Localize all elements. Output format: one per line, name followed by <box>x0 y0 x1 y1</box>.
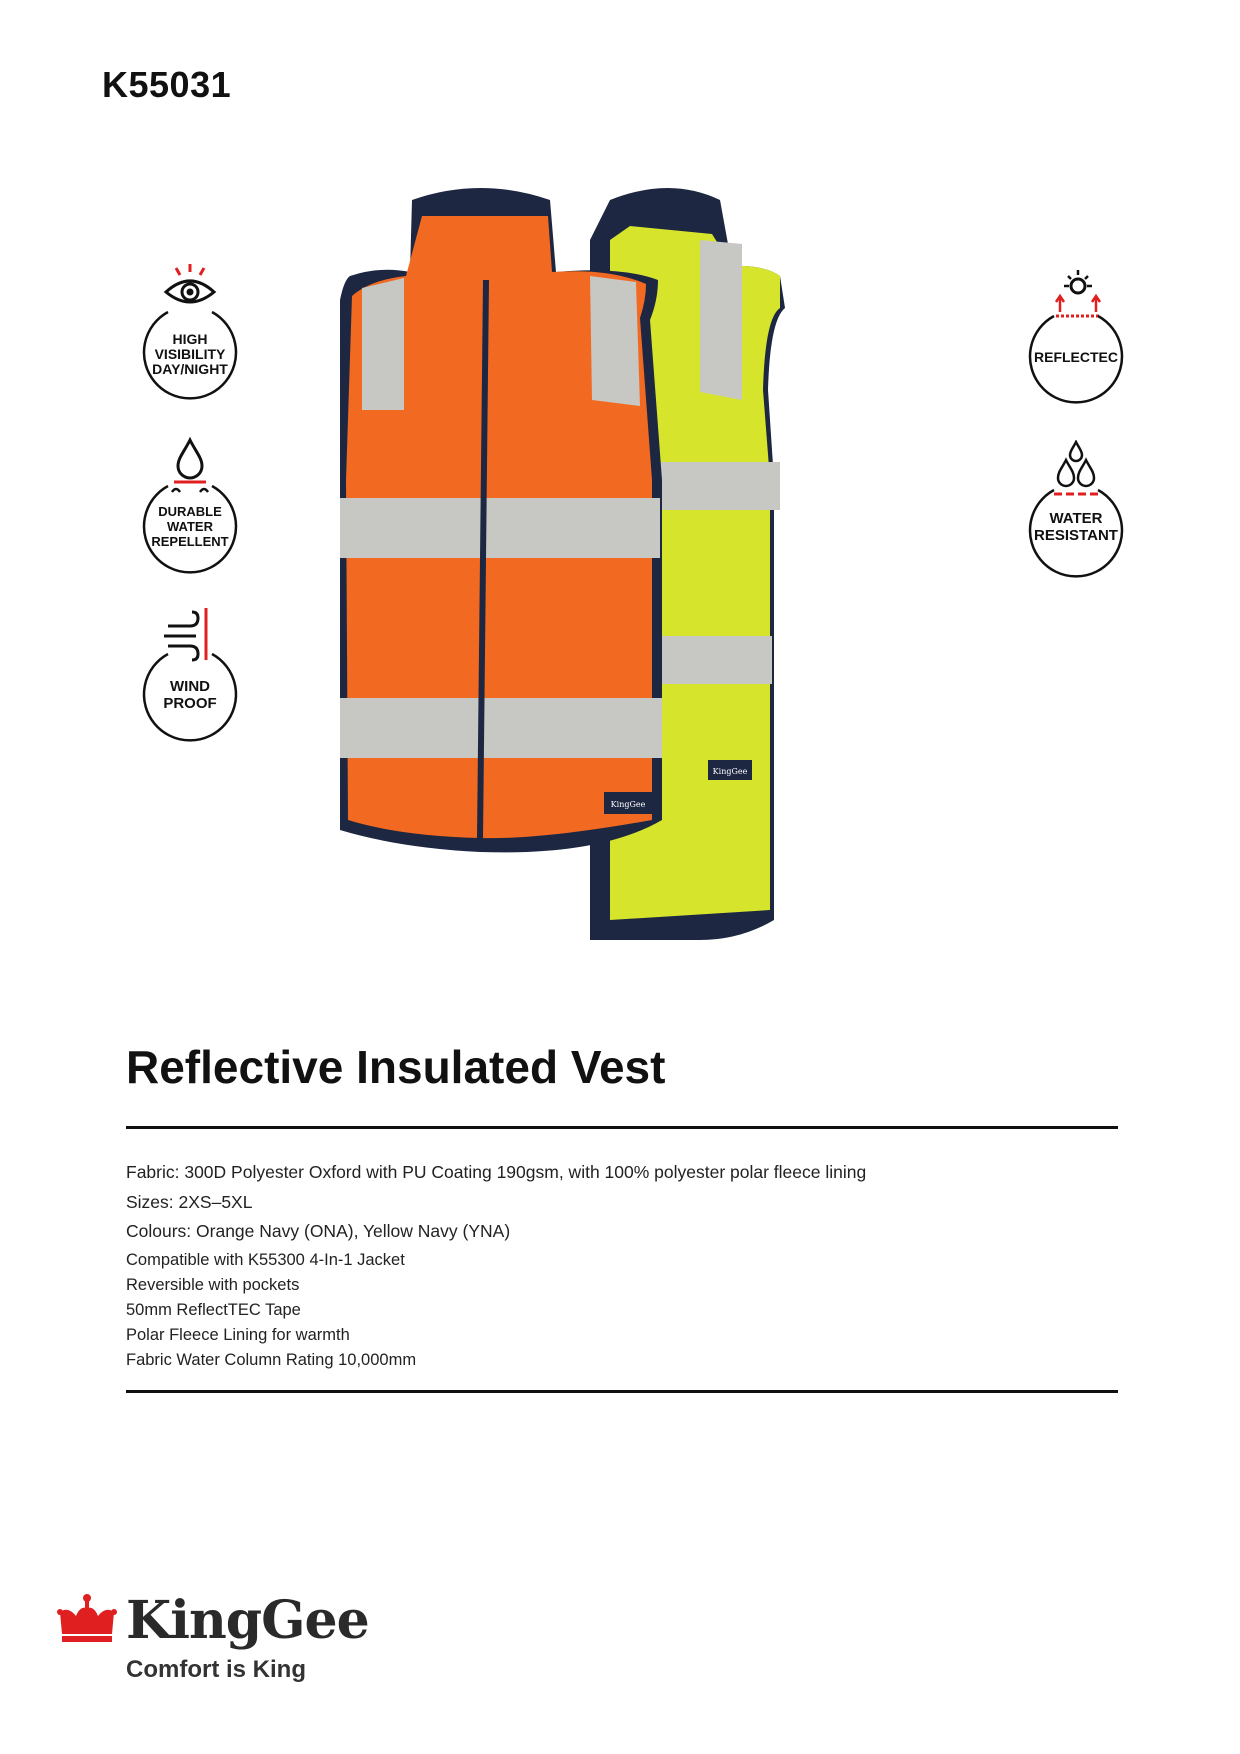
product-title: Reflective Insulated Vest <box>126 1041 666 1093</box>
badge-label: WATER RESISTANT <box>1034 510 1118 544</box>
feature-item: Compatible with K55300 4-In-1 Jacket <box>126 1251 405 1269</box>
badge-high-visibility <box>138 262 248 412</box>
spec-colours: Colours: Orange Navy (ONA), Yellow Navy (YNA) <box>126 1221 511 1241</box>
product-image <box>340 180 900 960</box>
feature-item: Polar Fleece Lining for warmth <box>126 1326 350 1344</box>
vest-tag-front: KingGee <box>610 800 646 809</box>
badge-label: HIGH VISIBILITY DAY/NIGHT <box>152 331 228 377</box>
divider-top <box>126 1126 1118 1129</box>
badge-durable-water-repellent <box>138 436 248 586</box>
badge-water-resistant <box>1024 440 1134 590</box>
badge-label: DURABLE WATER REPELLENT <box>151 504 229 549</box>
crown-icon <box>56 1592 118 1648</box>
spec-sizes: Sizes: 2XS–5XL <box>126 1191 253 1212</box>
product-code: K55031 <box>102 64 232 105</box>
brand-logo: KingGee <box>126 1590 369 1651</box>
badge-label: REFLECTEC <box>1034 349 1118 365</box>
badge-reflectec <box>1024 266 1134 416</box>
feature-list <box>126 1248 416 1373</box>
divider-bottom <box>126 1390 1118 1393</box>
feature-item: Fabric Water Column Rating 10,000mm <box>126 1351 417 1369</box>
badge-wind-proof <box>138 604 248 754</box>
vest-front-orange <box>340 188 662 852</box>
feature-item: 50mm ReflectTEC Tape <box>126 1301 301 1319</box>
vest-tag-back: KingGee <box>712 767 748 776</box>
brand-tagline: Comfort is King <box>126 1656 306 1683</box>
badge-label: WIND PROOF <box>163 678 217 712</box>
spec-fabric: Fabric: 300D Polyester Oxford with PU Coating 190gsm, with 100% polyester polar fleece lining <box>126 1162 867 1182</box>
feature-item: Reversible with pockets <box>126 1276 300 1294</box>
spec-list <box>126 1158 1116 1247</box>
